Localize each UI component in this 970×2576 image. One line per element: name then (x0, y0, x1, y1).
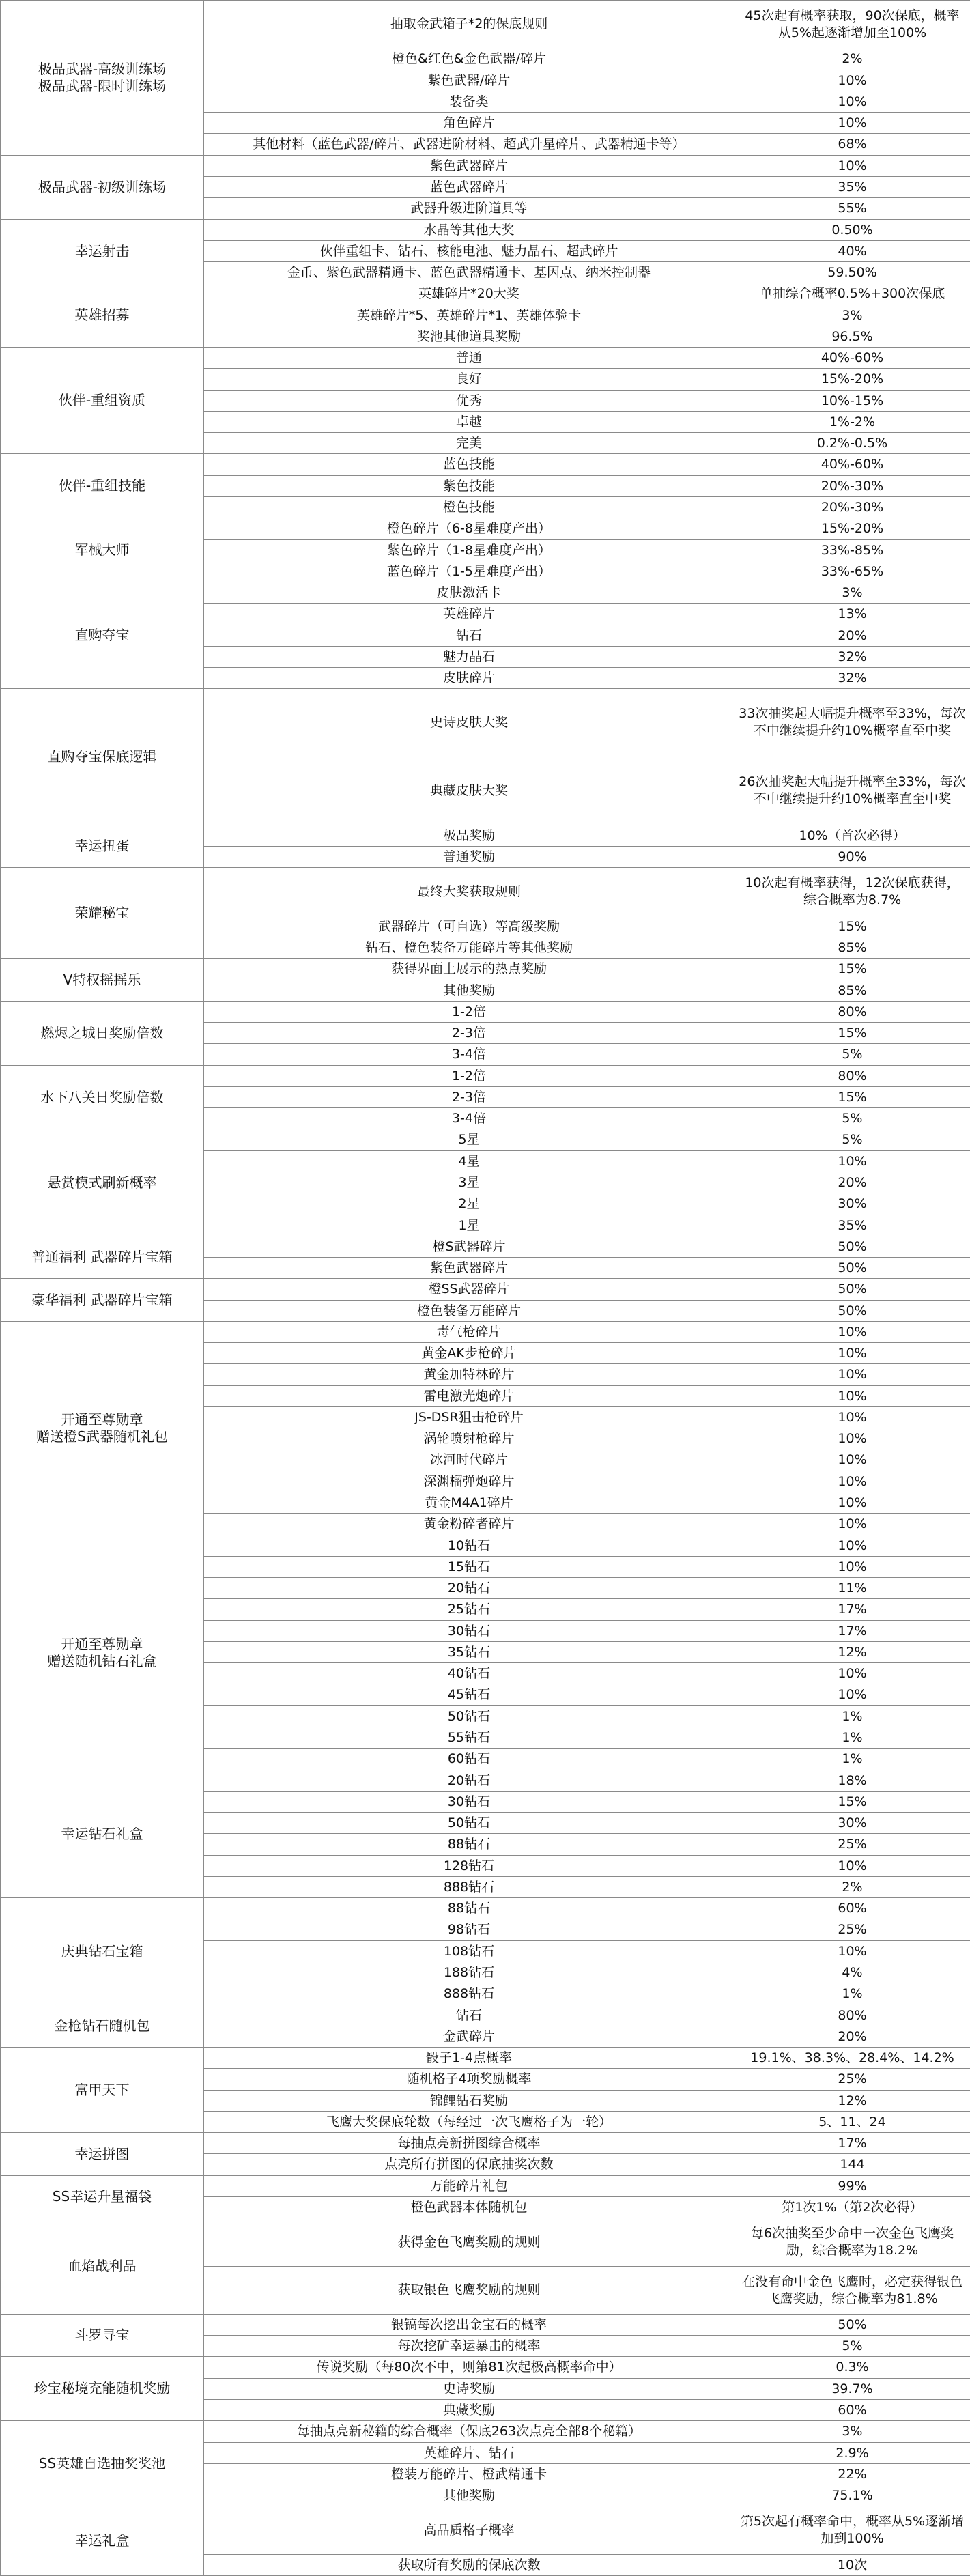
probability-cell: 22% (734, 2464, 970, 2485)
item-cell: 128钻石 (204, 1856, 734, 1877)
probability-cell: 10% (734, 1684, 970, 1706)
item-cell: 88钻石 (204, 1834, 734, 1856)
category-cell: 幸运扭蛋 (1, 825, 204, 868)
item-cell: 奖池其他道具奖励 (204, 326, 734, 348)
probability-cell: 30% (734, 1813, 970, 1834)
table-row (1, 1002, 970, 1023)
probability-cell: 144 (734, 2154, 970, 2176)
table-row (1, 1279, 970, 1301)
probability-cell: 1% (734, 1727, 970, 1749)
item-cell: 3-4倍 (204, 1108, 734, 1129)
item-cell: 20钻石 (204, 1770, 734, 1792)
item-cell: 深渊榴弹炮碎片 (204, 1471, 734, 1492)
probability-cell: 85% (734, 980, 970, 1002)
probability-cell: 5% (734, 1108, 970, 1129)
item-cell: 60钻石 (204, 1749, 734, 1770)
item-cell: 黄金加特林碎片 (204, 1364, 734, 1386)
probability-cell: 55% (734, 198, 970, 220)
probability-cell: 2.9% (734, 2443, 970, 2464)
item-cell: JS-DSR狙击枪碎片 (204, 1407, 734, 1428)
table-row (1, 1, 970, 48)
category-cell: 开通至尊勋章 赠送橙S武器随机礼包 (1, 1322, 204, 1535)
probability-cell: 10% (734, 1364, 970, 1386)
probability-cell: 10% (734, 1449, 970, 1471)
item-cell: 108钻石 (204, 1941, 734, 1962)
item-cell: 英雄碎片*5、英雄碎片*1、英雄体验卡 (204, 305, 734, 326)
probability-cell: 45次起有概率获取，90次保底，概率从5%起逐渐增加至100% (734, 1, 970, 48)
item-cell: 装备类 (204, 91, 734, 113)
probability-cell: 2% (734, 48, 970, 70)
probability-cell: 32% (734, 668, 970, 689)
probability-cell: 25% (734, 2069, 970, 2091)
probability-cell: 5% (734, 1044, 970, 1066)
probability-cell: 10次 (734, 2555, 970, 2576)
category-cell: 豪华福利 武器碎片宝箱 (1, 1279, 204, 1322)
item-cell: 毒气枪碎片 (204, 1322, 734, 1343)
probability-cell: 20% (734, 1172, 970, 1193)
category-cell: 珍宝秘境充能随机奖励 (1, 2357, 204, 2421)
item-cell: 橙装万能碎片、橙武精通卡 (204, 2464, 734, 2485)
item-cell: 4星 (204, 1151, 734, 1172)
probability-cell: 5% (734, 2336, 970, 2357)
probability-cell: 10% (734, 1151, 970, 1172)
category-cell: V特权摇摇乐 (1, 959, 204, 1002)
probability-cell: 3% (734, 2421, 970, 2443)
probability-cell: 25% (734, 1919, 970, 1941)
item-cell: 角色碎片 (204, 113, 734, 134)
table-row (1, 2005, 970, 2026)
table-row (1, 1236, 970, 1258)
item-cell: 银镐每次挖出金宝石的概率 (204, 2315, 734, 2336)
item-cell: 2-3倍 (204, 1087, 734, 1108)
table-row (1, 518, 970, 540)
probability-cell: 15%-20% (734, 369, 970, 391)
item-cell: 钻石 (204, 625, 734, 647)
category-cell: 幸运礼盒 (1, 2506, 204, 2576)
item-cell: 5星 (204, 1129, 734, 1151)
item-cell: 典藏奖励 (204, 2400, 734, 2421)
item-cell: 888钻石 (204, 1983, 734, 2005)
probability-cell: 单抽综合概率0.5%+300次保底 (734, 283, 970, 305)
item-cell: 每次挖矿幸运暴击的概率 (204, 2336, 734, 2357)
probability-cell: 15% (734, 1023, 970, 1044)
probability-cell: 15% (734, 1792, 970, 1813)
probability-cell: 3% (734, 582, 970, 604)
table-row (1, 868, 970, 916)
table-row (1, 1129, 970, 1151)
probability-cell: 15%-20% (734, 518, 970, 540)
item-cell: 1-2倍 (204, 1066, 734, 1087)
item-cell: 橙色碎片（6-8星难度产出） (204, 518, 734, 540)
item-cell: 黄金AK步枪碎片 (204, 1343, 734, 1364)
item-cell: 蓝色技能 (204, 454, 734, 476)
item-cell: 优秀 (204, 391, 734, 412)
item-cell: 188钻石 (204, 1962, 734, 1983)
item-cell: 橙色&红色&金色武器/碎片 (204, 48, 734, 70)
probability-cell: 50% (734, 1279, 970, 1301)
item-cell: 10钻石 (204, 1535, 734, 1557)
item-cell: 3星 (204, 1172, 734, 1193)
probability-cell: 80% (734, 1066, 970, 1087)
table-row (1, 2176, 970, 2197)
item-cell: 50钻石 (204, 1813, 734, 1834)
probability-cell: 1% (734, 1983, 970, 2005)
item-cell: 橙色装备万能碎片 (204, 1301, 734, 1322)
category-cell: 极品武器-高级训练场 极品武器-限时训练场 (1, 1, 204, 156)
probability-cell: 10% (734, 113, 970, 134)
probability-cell: 75.1% (734, 2485, 970, 2506)
table-row (1, 2421, 970, 2443)
category-cell: 幸运钻石礼盒 (1, 1770, 204, 1898)
item-cell: 伙伴重组卡、钻石、核能电池、魅力晶石、超武碎片 (204, 241, 734, 262)
category-cell: 荣耀秘宝 (1, 868, 204, 959)
table-row (1, 1322, 970, 1343)
item-cell: 2-3倍 (204, 1023, 734, 1044)
item-cell: 普通奖励 (204, 847, 734, 868)
category-cell: 英雄招募 (1, 283, 204, 348)
probability-cell: 60% (734, 1898, 970, 1919)
probability-cell: 85% (734, 937, 970, 959)
category-cell: 开通至尊勋章 赠送随机钻石礼盒 (1, 1535, 204, 1770)
probability-cell: 10% (734, 1535, 970, 1557)
probability-cell: 50% (734, 1301, 970, 1322)
probability-cell: 12% (734, 1642, 970, 1663)
category-cell: 斗罗寻宝 (1, 2315, 204, 2357)
item-cell: 涡轮喷射枪碎片 (204, 1428, 734, 1449)
probability-cell: 10% (734, 91, 970, 113)
probability-cell: 15% (734, 916, 970, 937)
probability-cell: 1% (734, 1749, 970, 1770)
item-cell: 蓝色碎片（1-5星难度产出） (204, 561, 734, 582)
probability-cell: 39.7% (734, 2379, 970, 2400)
category-cell: 伙伴-重组技能 (1, 454, 204, 518)
table-row (1, 220, 970, 241)
item-cell: 皮肤激活卡 (204, 582, 734, 604)
item-cell: 1星 (204, 1215, 734, 1236)
item-cell: 钻石、橙色装备万能碎片等其他奖励 (204, 937, 734, 959)
item-cell: 卓越 (204, 412, 734, 433)
probability-cell: 第1次1%（第2次必得） (734, 2197, 970, 2218)
probability-cell: 0.2%-0.5% (734, 433, 970, 454)
probability-cell: 10% (734, 1557, 970, 1578)
probability-cell: 0.50% (734, 220, 970, 241)
table-row (1, 2506, 970, 2555)
probability-cell: 30% (734, 1193, 970, 1215)
probability-cell: 17% (734, 2133, 970, 2154)
item-cell: 完美 (204, 433, 734, 454)
item-cell: 英雄碎片、钻石 (204, 2443, 734, 2464)
item-cell: 普通 (204, 348, 734, 369)
item-cell: 史诗皮肤大奖 (204, 689, 734, 756)
probability-cell: 50% (734, 2315, 970, 2336)
category-cell: 军械大师 (1, 518, 204, 582)
item-cell: 史诗奖励 (204, 2379, 734, 2400)
probability-cell: 17% (734, 1599, 970, 1621)
item-cell: 每抽点亮新拼图综合概率 (204, 2133, 734, 2154)
table-row (1, 1770, 970, 1792)
probability-cell: 20% (734, 625, 970, 647)
probability-cell: 40%-60% (734, 454, 970, 476)
probability-cell: 33%-65% (734, 561, 970, 582)
probability-cell: 12% (734, 2091, 970, 2112)
probability-cell: 10% (734, 1386, 970, 1407)
probability-cell: 17% (734, 1621, 970, 1642)
table-row (1, 1898, 970, 1919)
category-cell: 极品武器-初级训练场 (1, 156, 204, 220)
probability-cell: 10% (734, 1322, 970, 1343)
item-cell: 飞鹰大奖保底轮数（每经过一次飞鹰格子为一轮） (204, 2112, 734, 2133)
item-cell: 橙S武器碎片 (204, 1236, 734, 1258)
probability-cell: 15% (734, 959, 970, 980)
item-cell: 橙色武器本体随机包 (204, 2197, 734, 2218)
probability-cell: 19.1%、38.3%、28.4%、14.2% (734, 2048, 970, 2069)
item-cell: 888钻石 (204, 1877, 734, 1898)
item-cell: 黄金M4A1碎片 (204, 1492, 734, 1514)
item-cell: 紫色武器碎片 (204, 156, 734, 177)
probability-cell: 10% (734, 1343, 970, 1364)
table-row (1, 689, 970, 756)
item-cell: 35钻石 (204, 1642, 734, 1663)
category-cell: 燃烬之城日奖励倍数 (1, 1002, 204, 1066)
probability-cell: 10% (734, 1471, 970, 1492)
probability-cell: 33%-85% (734, 540, 970, 561)
item-cell: 1-2倍 (204, 1002, 734, 1023)
item-cell: 随机格子4项奖励概率 (204, 2069, 734, 2091)
probability-cell: 90% (734, 847, 970, 868)
table-row (1, 2133, 970, 2154)
probability-cell: 每6次抽奖至少命中一次金色飞鹰奖励，综合概率为18.2% (734, 2218, 970, 2267)
category-cell: 幸运射击 (1, 220, 204, 283)
probability-cell: 10% (734, 1856, 970, 1877)
item-cell: 水晶等其他大奖 (204, 220, 734, 241)
item-cell: 雷电激光炮碎片 (204, 1386, 734, 1407)
item-cell: 45钻石 (204, 1684, 734, 1706)
item-cell: 其他材料（蓝色武器/碎片、武器进阶材料、超武升星碎片、武器精通卡等） (204, 134, 734, 156)
item-cell: 紫色技能 (204, 476, 734, 497)
probability-cell: 96.5% (734, 326, 970, 348)
probability-cell: 35% (734, 177, 970, 198)
table-row (1, 2315, 970, 2336)
probability-cell: 10% (734, 1492, 970, 1514)
probability-cell: 40%-60% (734, 348, 970, 369)
item-cell: 55钻石 (204, 1727, 734, 1749)
item-cell: 金币、紫色武器精通卡、蓝色武器精通卡、基因点、纳米控制器 (204, 262, 734, 283)
item-cell: 抽取金武箱子*2的保底规则 (204, 1, 734, 48)
item-cell: 30钻石 (204, 1621, 734, 1642)
item-cell: 良好 (204, 369, 734, 391)
item-cell: 30钻石 (204, 1792, 734, 1813)
item-cell: 英雄碎片*20大奖 (204, 283, 734, 305)
probability-cell: 18% (734, 1770, 970, 1792)
probability-cell: 0.3% (734, 2357, 970, 2379)
item-cell: 高品质格子概率 (204, 2506, 734, 2555)
probability-cell: 1% (734, 1706, 970, 1727)
probability-cell: 13% (734, 604, 970, 625)
probability-cell: 35% (734, 1215, 970, 1236)
category-cell: SS幸运升星福袋 (1, 2176, 204, 2218)
probability-cell: 10% (734, 1514, 970, 1535)
probability-cell: 10% (734, 1428, 970, 1449)
category-cell: 直购夺宝 (1, 582, 204, 689)
table-row (1, 2218, 970, 2267)
probability-cell: 60% (734, 2400, 970, 2421)
table-row (1, 156, 970, 177)
category-cell: 富甲天下 (1, 2048, 204, 2133)
probability-cell: 80% (734, 1002, 970, 1023)
category-cell: SS英雄自选抽奖奖池 (1, 2421, 204, 2506)
item-cell: 40钻石 (204, 1663, 734, 1684)
probability-cell: 3% (734, 305, 970, 326)
item-cell: 88钻石 (204, 1898, 734, 1919)
table-row (1, 2048, 970, 2069)
probability-cell: 20% (734, 2026, 970, 2048)
probability-cell: 10次起有概率获得，12次保底获得，综合概率为8.7% (734, 868, 970, 916)
item-cell: 获取银色飞鹰奖励的规则 (204, 2267, 734, 2315)
probability-cell: 第5次起有概率命中，概率从5%逐渐增加到100% (734, 2506, 970, 2555)
item-cell: 锦鲤钻石奖励 (204, 2091, 734, 2112)
probability-cell: 50% (734, 1258, 970, 1279)
table-row (1, 348, 970, 369)
probability-cell: 5% (734, 1129, 970, 1151)
table-row (1, 1066, 970, 1087)
probability-cell: 10%（首次必得） (734, 825, 970, 847)
category-cell: 直购夺宝保底逻辑 (1, 689, 204, 825)
probability-cell: 59.50% (734, 262, 970, 283)
probability-cell: 15% (734, 1087, 970, 1108)
table-row (1, 825, 970, 847)
item-cell: 3-4倍 (204, 1044, 734, 1066)
item-cell: 15钻石 (204, 1557, 734, 1578)
table-row (1, 2357, 970, 2379)
item-cell: 紫色碎片（1-8星难度产出） (204, 540, 734, 561)
probability-cell: 40% (734, 241, 970, 262)
item-cell: 其他奖励 (204, 980, 734, 1002)
probability-cell: 2% (734, 1877, 970, 1898)
item-cell: 20钻石 (204, 1578, 734, 1599)
item-cell: 万能碎片礼包 (204, 2176, 734, 2197)
category-cell: 血焰战利品 (1, 2218, 204, 2315)
table-row (1, 1535, 970, 1557)
probability-cell: 在没有命中金色飞鹰时，必定获得银色飞鹰奖励，综合概率为81.8% (734, 2267, 970, 2315)
category-cell: 普通福利 武器碎片宝箱 (1, 1236, 204, 1279)
probability-cell: 25% (734, 1834, 970, 1856)
item-cell: 钻石 (204, 2005, 734, 2026)
probability-cell: 10% (734, 156, 970, 177)
probability-cell: 4% (734, 1962, 970, 1983)
probability-cell: 5、11、24 (734, 2112, 970, 2133)
probability-cell: 80% (734, 2005, 970, 2026)
item-cell: 获取所有奖励的保底次数 (204, 2555, 734, 2576)
item-cell: 紫色武器/碎片 (204, 70, 734, 91)
category-cell: 悬赏模式刷新概率 (1, 1129, 204, 1236)
probability-cell: 32% (734, 647, 970, 668)
probability-cell: 10% (734, 1941, 970, 1962)
table-row (1, 959, 970, 980)
probability-table-body (1, 1, 970, 2576)
probability-cell: 33次抽奖起大幅提升概率至33%，每次不中继续提升约10%概率直至中奖 (734, 689, 970, 756)
item-cell: 金武碎片 (204, 2026, 734, 2048)
item-cell: 橙SS武器碎片 (204, 1279, 734, 1301)
item-cell: 25钻石 (204, 1599, 734, 1621)
item-cell: 点亮所有拼图的保底抽奖次数 (204, 2154, 734, 2176)
probability-cell: 10% (734, 70, 970, 91)
item-cell: 2星 (204, 1193, 734, 1215)
item-cell: 黄金粉碎者碎片 (204, 1514, 734, 1535)
probability-cell: 20%-30% (734, 497, 970, 518)
item-cell: 紫色武器碎片 (204, 1258, 734, 1279)
item-cell: 冰河时代碎片 (204, 1449, 734, 1471)
probability-cell: 10% (734, 1407, 970, 1428)
item-cell: 获得金色飞鹰奖励的规则 (204, 2218, 734, 2267)
item-cell: 其他奖励 (204, 2485, 734, 2506)
item-cell: 极品奖励 (204, 825, 734, 847)
probability-cell: 10%-15% (734, 391, 970, 412)
item-cell: 50钻石 (204, 1706, 734, 1727)
item-cell: 典藏皮肤大奖 (204, 756, 734, 825)
item-cell: 骰子1-4点概率 (204, 2048, 734, 2069)
item-cell: 最终大奖获取规则 (204, 868, 734, 916)
item-cell: 皮肤碎片 (204, 668, 734, 689)
probability-cell: 11% (734, 1578, 970, 1599)
item-cell: 98钻石 (204, 1919, 734, 1941)
table-row (1, 454, 970, 476)
category-cell: 金枪钻石随机包 (1, 2005, 204, 2048)
category-cell: 水下八关日奖励倍数 (1, 1066, 204, 1129)
item-cell: 橙色技能 (204, 497, 734, 518)
item-cell: 获得界面上展示的热点奖励 (204, 959, 734, 980)
category-cell: 伙伴-重组资质 (1, 348, 204, 454)
probability-cell: 20%-30% (734, 476, 970, 497)
probability-cell: 50% (734, 1236, 970, 1258)
item-cell: 魅力晶石 (204, 647, 734, 668)
category-cell: 庆典钻石宝箱 (1, 1898, 204, 2005)
probability-cell: 1%-2% (734, 412, 970, 433)
item-cell: 武器碎片（可自选）等高级奖励 (204, 916, 734, 937)
item-cell: 英雄碎片 (204, 604, 734, 625)
item-cell: 武器升级进阶道具等 (204, 198, 734, 220)
probability-cell: 26次抽奖起大幅提升概率至33%，每次不中继续提升约10%概率直至中奖 (734, 756, 970, 825)
table-row (1, 582, 970, 604)
item-cell: 每抽点亮新秘籍的综合概率（保底263次点亮全部8个秘籍） (204, 2421, 734, 2443)
probability-cell: 99% (734, 2176, 970, 2197)
probability-cell: 10% (734, 1663, 970, 1684)
category-cell: 幸运拼图 (1, 2133, 204, 2176)
table-row (1, 283, 970, 305)
probability-cell: 68% (734, 134, 970, 156)
item-cell: 蓝色武器碎片 (204, 177, 734, 198)
item-cell: 传说奖励（每80次不中，则第81次起极高概率命中） (204, 2357, 734, 2379)
